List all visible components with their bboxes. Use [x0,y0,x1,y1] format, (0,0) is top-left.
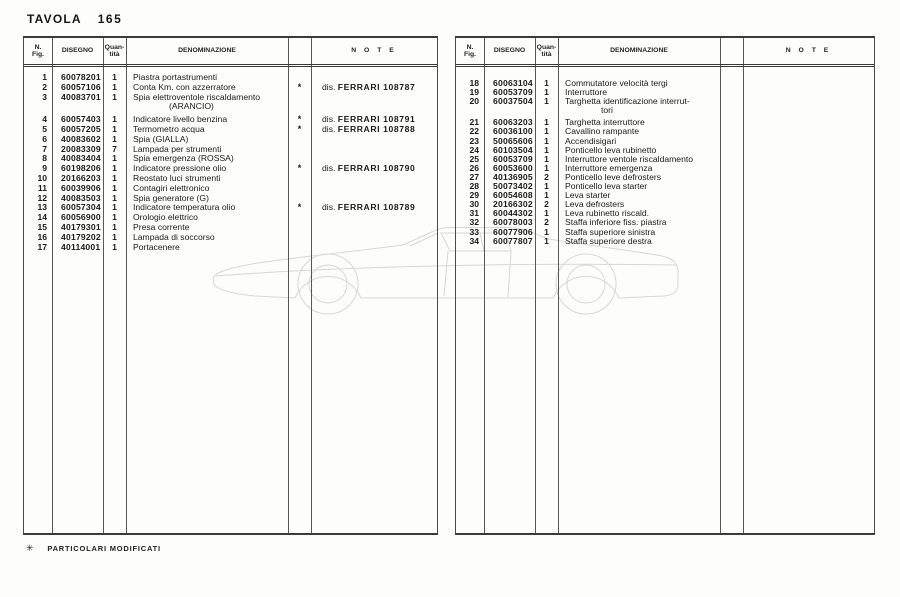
part-number: 50073402 [493,181,533,192]
quantity: 7 [112,143,117,154]
denomination: Termometro acqua [133,123,205,134]
quantity: 1 [544,96,549,107]
quantity: 1 [112,163,117,174]
part-number: 40179301 [61,221,101,232]
fig-number: 17 [37,241,47,252]
denomination: Indicatore pressione olio [133,163,227,174]
table-row [456,237,874,246]
fig-number: 5 [42,123,47,134]
part-number: 60053709 [493,153,533,164]
header-quantita: Quan- tità [536,43,557,58]
note-text: dis. FERRARI 108791 [322,114,416,125]
modified-star-icon: * [297,202,302,213]
fig-number: 24 [469,144,479,155]
denomination: Interruttore emergenza [565,162,653,173]
part-number: 60077906 [493,226,533,237]
header-note: N O T E [351,47,397,55]
denomination: Spia (GIALLA) [133,133,189,144]
quantity: 1 [544,117,549,128]
fig-number: 33 [469,226,479,237]
parts-table-right [455,36,875,535]
footer-legend-text: PARTICOLARI MODIFICATI [47,544,161,553]
modified-star-icon: * [297,163,302,174]
denomination: Lampada di soccorso [133,231,215,242]
quantity: 1 [112,192,117,203]
quantity: 1 [544,135,549,146]
part-number: 60044302 [493,208,533,219]
header-fig: N. Fig. [31,43,45,58]
table-row [24,243,437,253]
fig-number: 7 [42,143,47,154]
page-title-number: 165 [97,12,123,26]
part-number: 60056900 [61,212,101,223]
part-number: 50065606 [493,135,533,146]
part-number: 40179202 [61,231,101,242]
part-number: 40114001 [61,241,101,252]
fig-number: 30 [469,199,479,210]
part-number: 20166203 [61,172,101,183]
fig-number: 25 [469,153,479,164]
modified-star-icon: * [297,114,302,125]
part-number: 60057205 [61,123,101,134]
part-number: 60063203 [493,117,533,128]
table-header [456,38,874,67]
denomination: Commutatore velocità tergi [565,78,668,88]
fig-number: 2 [42,81,47,92]
fig-number: 12 [37,192,47,203]
header-denominazione: DENOMINAZIONE [178,47,236,55]
quantity: 1 [112,153,117,164]
fig-number: 23 [469,135,479,146]
denomination: Conta Km. con azzerratore [133,81,236,92]
part-number: 60198206 [61,163,101,174]
quantity: 1 [112,114,117,125]
quantity: 1 [544,181,549,192]
quantity: 1 [544,208,549,219]
quantity: 1 [544,162,549,173]
fig-number: 15 [37,221,47,232]
quantity: 1 [112,182,117,193]
modified-star-icon: * [297,123,302,134]
part-number: 40083602 [61,133,101,144]
quantity: 1 [112,221,117,232]
header-denominazione: DENOMINAZIONE [610,47,668,55]
fig-number: 13 [37,202,47,213]
quantity: 2 [544,171,549,182]
part-number: 20083309 [61,143,101,154]
table-row [24,93,437,113]
denomination: Cavallino rampante [565,126,640,137]
part-number: 60057106 [61,81,101,92]
part-number: 60057304 [61,202,101,213]
footer-legend [26,543,161,554]
quantity: 1 [112,241,117,252]
denomination: Leva rubinetto riscald. [565,208,650,219]
part-number: 60103504 [493,144,533,155]
fig-number: 16 [37,231,47,242]
denomination: Leva defrosters [565,199,625,210]
part-number: 60053709 [493,87,533,98]
fig-number: 4 [42,114,47,125]
parts-table-left [23,36,438,535]
fig-number: 10 [37,172,47,183]
quantity: 1 [544,144,549,155]
quantity: 2 [544,217,549,228]
denomination: Staffa superiore sinistra [565,226,656,237]
part-number: 20166302 [493,199,533,210]
part-number: 60057403 [61,114,101,125]
fig-number: 6 [42,133,47,144]
part-number: 60077807 [493,235,533,246]
note-text: dis. FERRARI 108789 [322,202,416,213]
quantity: 1 [112,212,117,223]
denomination: Staffa superiore destra [565,235,652,246]
quantity: 1 [544,126,549,137]
fig-number: 14 [37,212,47,223]
fig-number: 26 [469,162,479,173]
denomination: Piastra portastrumenti [133,72,218,82]
part-number: 60078003 [493,217,533,228]
table-header [24,38,437,67]
denomination: Accendisigari [565,135,617,146]
note-text: dis. FERRARI 108788 [322,123,416,134]
quantity: 1 [544,226,549,237]
part-number: 60078201 [61,72,101,82]
fig-number: 22 [469,126,479,137]
denomination: Interruttore ventole riscaldamento [565,153,694,164]
denomination: Reostato luci strumenti [133,172,221,183]
part-number: 60037504 [493,96,533,107]
header-disegno: DISEGNO [61,47,94,55]
table-row [456,97,874,115]
denomination: Spia elettroventole riscaldamento (ARANCIO) [133,91,261,112]
part-number: 60036100 [493,126,533,137]
denomination: Leva starter [565,190,611,201]
table-body-left [24,67,437,252]
header-disegno: DISEGNO [493,47,526,55]
denomination: Spia generatore (G) [133,192,209,203]
fig-number: 1 [42,72,47,82]
quantity: 1 [544,235,549,246]
denomination: Portacenere [133,241,180,252]
part-number: 40083404 [61,153,101,164]
part-number: 60053600 [493,162,533,173]
fig-number: 11 [37,182,47,193]
denomination: Lampada per strumenti [133,143,222,154]
fig-number: 21 [469,117,479,128]
fig-number: 29 [469,190,479,201]
fig-number: 28 [469,181,479,192]
quantity: 1 [544,87,549,98]
header-fig: N. Fig. [463,43,477,58]
quantity: 1 [112,133,117,144]
denomination: Interruttore [565,87,608,98]
fig-number: 8 [42,153,47,164]
fig-number: 20 [469,96,479,107]
quantity: 1 [544,190,549,201]
fig-number: 19 [469,87,479,98]
denomination: Indicatore livello benzina [133,114,228,125]
quantity: 1 [112,123,117,134]
fig-number: 18 [469,78,479,88]
note-text: dis. FERRARI 108790 [322,163,416,174]
denomination: Indicatore temperatura olio [133,202,236,213]
header-note: N O T E [785,47,832,55]
quantity: 1 [112,231,117,242]
fig-number: 31 [469,208,479,219]
modified-star-icon: ✳ [26,543,35,553]
part-number: 60063104 [493,78,533,88]
denomination: Contagiri elettronico [133,182,210,193]
modified-star-icon: * [297,81,302,92]
part-number: 60054608 [493,190,533,201]
denomination: Ponticello leve defrosters [565,171,662,182]
quantity: 1 [112,202,117,213]
denomination: Ponticello leva rubinetto [565,144,657,155]
part-number: 40083701 [61,91,101,102]
denomination: Staffa inferiore fiss. piastra [565,217,667,228]
part-number: 40136905 [493,171,533,182]
quantity: 2 [544,199,549,210]
fig-number: 27 [469,171,479,182]
fig-number: 34 [469,235,479,246]
denomination: Ponticello leva starter [565,181,648,192]
table-body-right [456,67,874,246]
quantity: 1 [112,172,117,183]
quantity: 1 [112,72,117,82]
fig-number: 32 [469,217,479,228]
quantity: 1 [112,81,117,92]
page-title [27,12,122,26]
fig-number: 9 [42,163,47,174]
denomination: Targhetta interruttore [565,117,645,128]
part-number: 40083503 [61,192,101,203]
quantity: 1 [112,91,117,102]
denomination: Orologio elettrico [133,212,198,223]
page-title-label: TAVOLA [27,12,82,26]
header-quantita: Quan- tità [104,43,125,58]
denomination: Targhetta identificazione interrut- tori [565,96,690,116]
denomination: Spia emergenza (ROSSA) [133,153,234,164]
quantity: 1 [544,78,549,88]
part-number: 60039906 [61,182,101,193]
fig-number: 3 [42,91,47,102]
note-text: dis. FERRARI 108787 [322,81,416,92]
denomination: Presa corrente [133,221,190,232]
quantity: 1 [544,153,549,164]
